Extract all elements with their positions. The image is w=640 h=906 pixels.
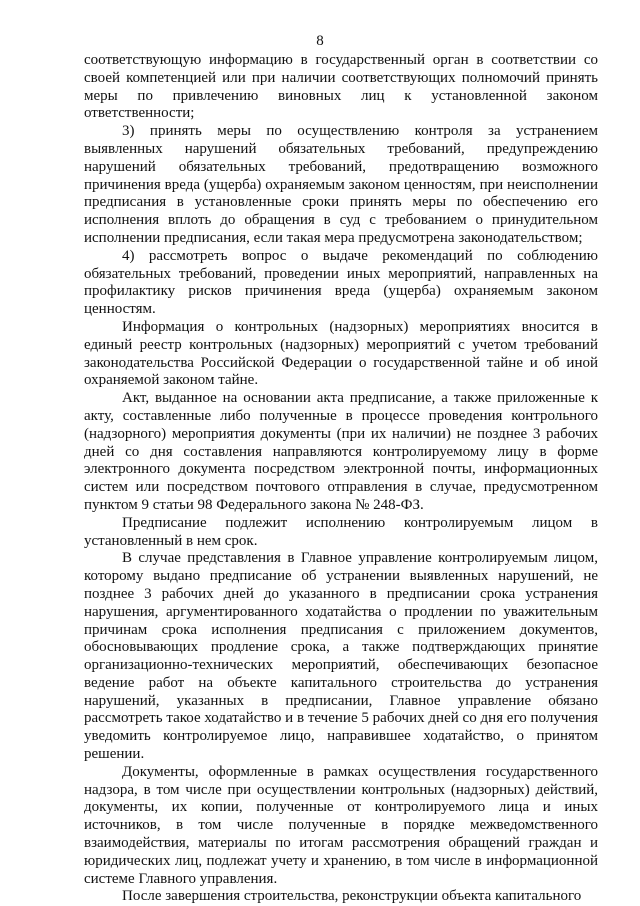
paragraph-registry-info: Информация о контрольных (надзорных) мероприятиях вносится в единый реестр контрольных (надзорных) мероприятий с учетом требований законодательства Российской Федерации о государственной тайне и об иной охраняемой законом тайне. [84, 318, 598, 389]
paragraph-extension-request: В случае представления в Главное управление контролируемым лицом, которому выдано предписание об устранении выявленных нарушений, не позднее 3 рабочих дней до указанного в предписании срока устранения нарушения, аргументированного ходатайства о продлении по уважительным причинам срока исполнения предписания с приложением документов, обосновывающих продление срока, а также подтверждающих принятие организационно-технических мероприятий, обеспечивающих безопасное ведение работ на объекте капитального строительства до устранения нарушений, указанных в предписании, Главное управление обязано рассмотреть такое ходатайство и в течение 5 рабочих дней со дня его получения уведомить контролируемое лицо, направившее ходатайство, о принятом решении. [84, 550, 598, 763]
paragraph-after-construction: После завершения строительства, реконструкции объекта капитального [122, 888, 582, 905]
document-body [84, 52, 598, 906]
paragraph-item-4: 4) рассмотреть вопрос о выдаче рекомендаций по соблюдению обязательных требований, проведении иных мероприятий, направленных на профилактику рисков причинения вреда (ущерба) охраняемым законом ценностям. [84, 247, 598, 318]
paragraph-order-execution: Предписание подлежит исполнению контролируемым лицом в установленный в нем срок. [84, 514, 598, 549]
paragraph-continuation: соответствующую информацию в государственный орган в соответствии со своей компетенцией или при наличии соответствующих полномочий принять меры по привлечению виновных лиц к установленной законом ответственности; [84, 52, 598, 122]
paragraph-item-3: 3) принять меры по осуществлению контроля за устранением выявленных нарушений обязательных требований, предупреждению нарушений обязательных требований, предотвращению возможного причинения вреда (ущерба) охраняемым законом ценностям, при неисполнении предписания в установленные сроки принять меры по обеспечению его исполнения вплоть до обращения в суд с требованием о принудительном исполнении предписания, если такая мера предусмотрена законодательством; [84, 123, 598, 246]
page-number: 8 [316, 33, 324, 49]
paragraph-act-delivery: Акт, выданное на основании акта предписание, а также приложенные к акту, составленные либо полученные в процессе проведения контрольного (надзорного) мероприятия документы (при их наличии) не позднее 3 рабочих дней со дня составления направляются контролируемому лицу в форме электронного документа посредством электронной почты, информационных систем или посредством почтового отправления в случае, предусмотренном пунктом 9 статьи 98 Федерального закона № 248-ФЗ. [84, 390, 598, 513]
paragraph-documents-storage: Документы, оформленные в рамках осуществления государственного надзора, в том числе при осуществлении контрольных (надзорных) действий, документы, их копии, полученные от контролируемого лица и иных источников, в том числе полученные в порядке межведомственного взаимодействия, материалы по итогам рассмотрения обращений граждан и юридических лиц, подлежат учету и хранению, в том числе в информационной системе Главного управления. [84, 763, 598, 887]
